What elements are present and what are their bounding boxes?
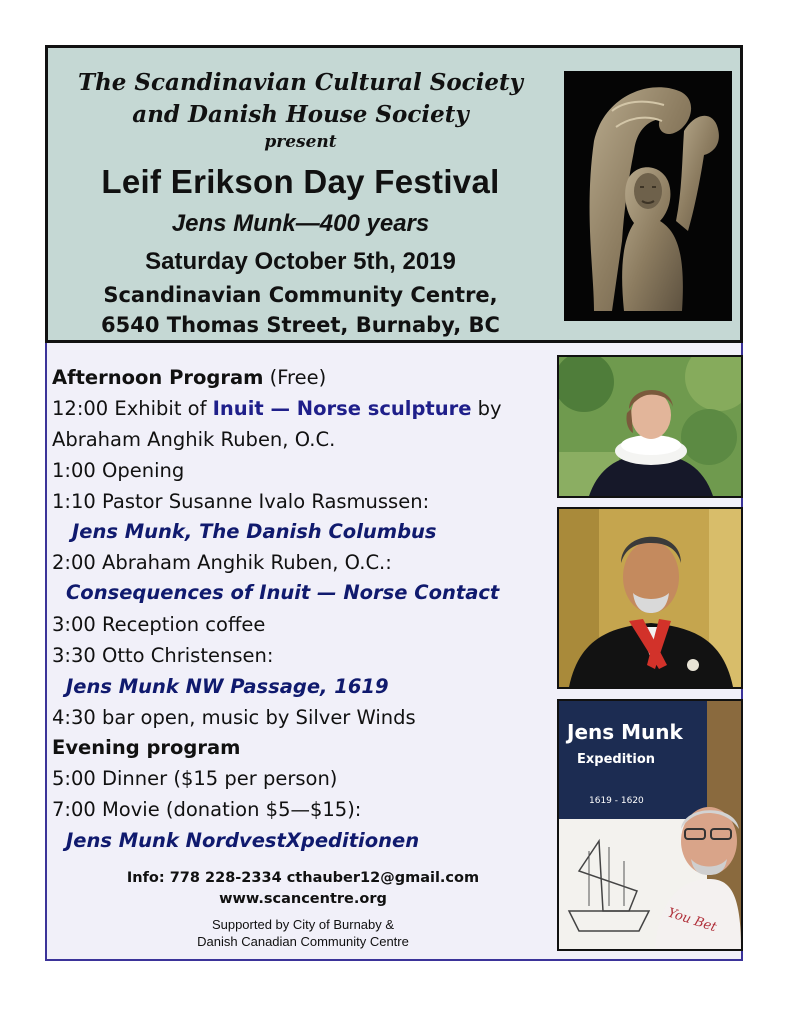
- festival-subtitle: Jens Munk—400 years: [171, 210, 430, 237]
- speaker-illustration: [559, 701, 741, 949]
- speaker-photo: [557, 699, 743, 951]
- venue-line-1: Scandinavian Community Centre,: [103, 283, 498, 307]
- talk-danish-columbus: Jens Munk, The Danish Columbus: [72, 520, 437, 543]
- afternoon-heading-line: [52, 366, 326, 389]
- pastor-illustration: [559, 357, 741, 496]
- exhibit-artist: Abraham Anghik Ruben, O.C.: [52, 428, 336, 451]
- shirt-text: You Bet: [665, 905, 719, 936]
- program-item-dinner: 5:00 Dinner ($15 per person): [52, 767, 338, 790]
- info-website: www.scancentre.org: [219, 891, 387, 907]
- header-panel: [45, 45, 743, 343]
- present-text: present: [264, 132, 337, 152]
- talk-movie-title: Jens Munk NordvestXpeditionen: [66, 829, 420, 852]
- exhibit-highlight: Inuit — Norse sculpture: [212, 397, 472, 420]
- program-item-opening: 1:00 Opening: [52, 459, 185, 482]
- exhibit-time: 12:00 Exhibit of: [52, 397, 207, 420]
- society-line-2: and Danish House Society: [132, 101, 469, 128]
- supported-line-2: Danish Canadian Community Centre: [197, 934, 409, 949]
- talk-consequences: Consequences of Inuit — Norse Contact: [66, 581, 500, 604]
- afternoon-heading-note: (Free): [269, 366, 327, 389]
- sign-subtitle: Expedition: [577, 752, 656, 767]
- festival-date: Saturday October 5th, 2019: [145, 248, 456, 275]
- program-item-exhibit: [52, 397, 502, 420]
- info-contact: Info: 778 228-2334 cthauber12@gmail.com: [126, 870, 480, 886]
- artist-photo: [557, 507, 743, 689]
- supported-line-1: Supported by City of Burnaby &: [211, 917, 395, 932]
- afternoon-heading: Afternoon Program: [52, 366, 264, 389]
- program-item-movie: 7:00 Movie (donation $5—$15):: [52, 798, 362, 821]
- exhibit-tail: by: [477, 397, 502, 420]
- talk-nw-passage: Jens Munk NW Passage, 1619: [66, 675, 389, 698]
- venue-line-2: 6540 Thomas Street, Burnaby, BC: [101, 313, 500, 337]
- sculpture-illustration: [564, 71, 732, 321]
- program-item-abraham: 2:00 Abraham Anghik Ruben, O.C.:: [52, 551, 392, 574]
- society-line-1: The Scandinavian Cultural Society: [77, 69, 524, 96]
- sign-title: Jens Munk: [567, 720, 683, 744]
- program-item-otto: 3:30 Otto Christensen:: [52, 644, 274, 667]
- program-item-bar: 4:30 bar open, music by Silver Winds: [52, 706, 416, 729]
- evening-heading: Evening program: [52, 736, 241, 759]
- program-item-reception: 3:00 Reception coffee: [52, 613, 266, 636]
- sign-years: 1619 - 1620: [589, 796, 644, 806]
- festival-title: Leif Erikson Day Festival: [101, 163, 500, 200]
- pastor-photo: [557, 355, 743, 498]
- program-item-pastor: 1:10 Pastor Susanne Ivalo Rasmussen:: [52, 490, 430, 513]
- artist-illustration: [559, 509, 741, 687]
- sculpture-photo: [564, 71, 732, 321]
